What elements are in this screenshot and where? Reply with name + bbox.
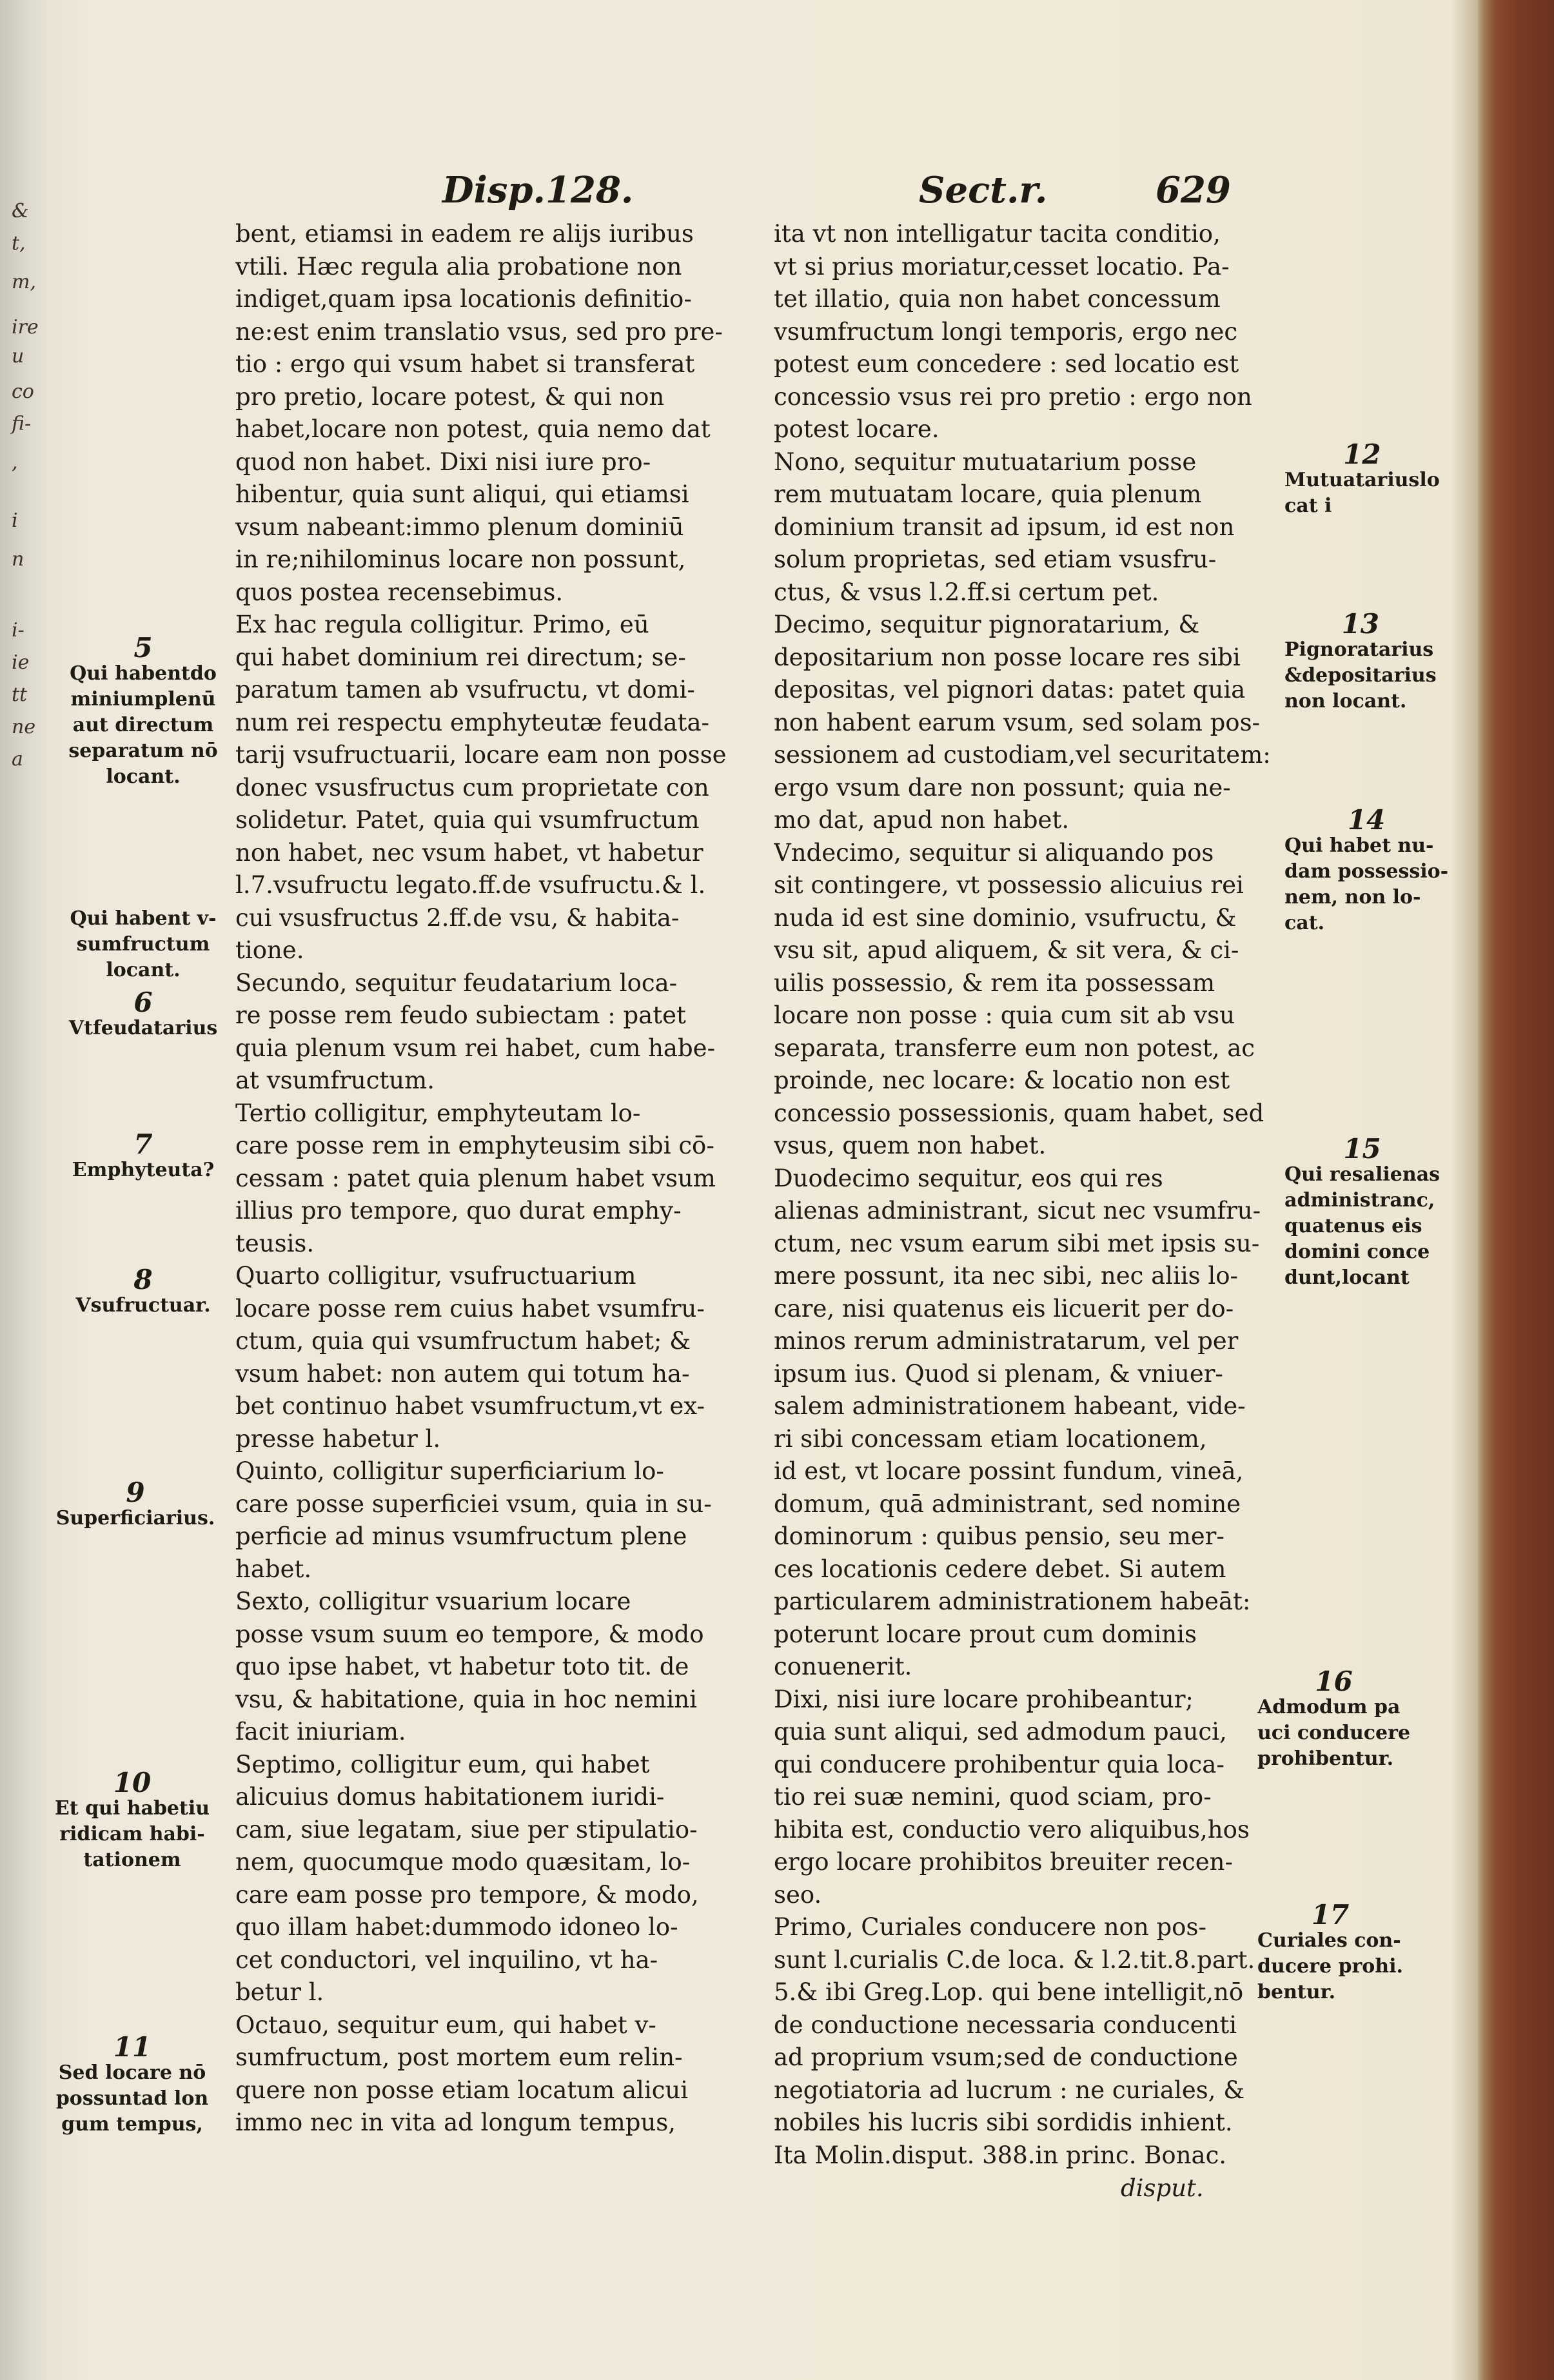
margin-note-text: Emphyteuta? <box>72 1159 215 1181</box>
margin-note <box>1284 438 1440 519</box>
margin-note-text: nem, non lo- <box>1284 886 1421 909</box>
text-line: uilis possessio, & rem ita possessam <box>774 969 1215 997</box>
previous-page-fragment: & <box>12 200 29 222</box>
text-line: sessionem ad custodiam,vel securitatem: <box>774 741 1271 769</box>
text-line: at vsumfructum. <box>235 1067 435 1094</box>
margin-note-text: administranc, <box>1284 1189 1435 1212</box>
text-line: habet,locare non potest, quia nemo dat <box>235 415 711 443</box>
margin-note-text: Sed locare nō <box>58 2061 206 2084</box>
text-line: ergo vsum dare non possunt; quia ne- <box>774 773 1231 802</box>
margin-note <box>66 987 221 1041</box>
text-line: tione. <box>235 936 304 964</box>
margin-note-number: 14 <box>1347 804 1386 836</box>
text-line: Ex hac regula colligitur. Primo, eū <box>235 611 649 638</box>
previous-page-fragment: n <box>12 548 25 571</box>
text-line: qui conducere prohibentur quia loca- <box>774 1750 1225 1778</box>
text-line: particularem administrationem habeāt: <box>774 1588 1251 1615</box>
text-line: locare posse rem cuius habet vsumfru- <box>235 1294 705 1323</box>
margin-note <box>1284 1133 1441 1291</box>
text-line: id est, vt locare possint fundum, vineā, <box>774 1457 1244 1485</box>
text-line: solidetur. Patet, quia qui vsumfructum <box>235 806 700 834</box>
text-line: 5.& ibi Greg.Lop. qui bene intelligit,nō <box>774 1978 1244 2006</box>
previous-page-fragment: m, <box>12 271 36 293</box>
text-line: mo dat, apud non habet. <box>774 806 1070 834</box>
margin-note-text: locant. <box>106 959 181 981</box>
text-line: concessio vsus rei pro pretio : ergo non <box>774 382 1252 411</box>
text-line: l.7.vsufructu legato.ff.de vsufructu.& l. <box>235 871 706 899</box>
text-line: Nono, sequitur mutuatarium posse <box>774 447 1197 476</box>
margin-note-text: Et qui habetiu <box>54 1797 210 1820</box>
margin-note-text: possuntad lon <box>55 2087 209 2110</box>
margin-note-number: 8 <box>133 1264 153 1295</box>
text-line: non habet, nec vsum habet, vt habetur <box>235 838 703 867</box>
margin-note-number: 15 <box>1343 1133 1381 1165</box>
previous-page-fragment: t, <box>12 232 26 255</box>
text-line: pro pretio, locare potest, & qui non <box>235 382 665 411</box>
text-line: alicuius domus habitationem iuridi- <box>235 1783 665 1811</box>
text-line: illius pro tempore, quo durat emphy- <box>235 1197 682 1224</box>
text-line: cet conductori, vel inquilino, vt ha- <box>235 1945 658 1974</box>
margin-note-number: 17 <box>1311 1899 1350 1931</box>
text-line: care, nisi quatenus eis licuerit per do- <box>774 1294 1234 1323</box>
text-line: concessio possessionis, quam habet, sed <box>774 1099 1264 1127</box>
text-line: ctum, quia qui vsumfructum habet; & <box>235 1327 691 1355</box>
margin-note-text: domini conce <box>1284 1241 1430 1263</box>
text-line: conuenerit. <box>774 1653 912 1680</box>
text-line: solum proprietas, sed etiam vsusfru- <box>774 546 1217 573</box>
text-line: quo illam habet:dummodo idoneo lo- <box>235 1913 678 1941</box>
text-line: locare non posse : quia cum sit ab vsu <box>774 1001 1235 1029</box>
margin-note-number: 5 <box>133 632 153 664</box>
text-line: poterunt locare prout cum dominis <box>774 1620 1197 1648</box>
text-line: quos postea recensebimus. <box>235 578 564 606</box>
text-line: bet continuo habet vsumfructum,vt ex- <box>235 1392 705 1420</box>
text-line: tio rei suæ nemini, quod sciam, pro- <box>774 1783 1212 1811</box>
text-line: care posse rem in emphyteusim sibi cō- <box>235 1132 714 1159</box>
text-line: Duodecimo sequitur, eos qui res <box>774 1164 1163 1192</box>
margin-note-text: dunt,locant <box>1284 1266 1410 1289</box>
text-line: mere possunt, ita nec sibi, nec aliis lo- <box>774 1262 1239 1290</box>
previous-page-fragment: u <box>12 345 25 368</box>
previous-page-fragment: fi- <box>12 413 32 435</box>
margin-note <box>66 1264 221 1319</box>
text-line: quo ipse habet, vt habetur toto tit. de <box>235 1653 689 1680</box>
text-line: cam, siue legatam, siue per stipulatio- <box>235 1815 698 1844</box>
margin-note-text: miniumplenū <box>70 688 216 711</box>
margin-note-number: 7 <box>133 1128 153 1160</box>
text-line: presse habetur l. <box>235 1424 441 1453</box>
margin-note-text: Vsufructuar. <box>75 1294 211 1317</box>
text-line: sumfructum, post mortem eum relin- <box>235 2043 683 2071</box>
margin-note-text: non locant. <box>1284 690 1407 713</box>
text-line: quere non posse etiam locatum alicui <box>235 2076 689 2104</box>
previous-page-fragment: co <box>12 380 34 403</box>
text-line: care eam posse pro tempore, & modo, <box>235 1880 699 1909</box>
text-line: re posse rem feudo subiectam : patet <box>235 1001 686 1029</box>
text-line: ad proprium vsum;sed de conductione <box>774 2043 1238 2071</box>
text-line: Secundo, sequitur feudatarium loca- <box>235 969 678 997</box>
text-line: Primo, Curiales conducere non pos- <box>774 1913 1206 1941</box>
margin-note-text: prohibentur. <box>1257 1747 1394 1770</box>
text-line: indiget,quam ipsa locationis definitio- <box>235 285 692 313</box>
text-line: bent, etiamsi in eadem re alijs iuribus <box>235 220 694 248</box>
text-line: Quarto colligitur, vsufructuarium <box>235 1262 636 1290</box>
text-line: ita vt non intelligatur tacita conditio, <box>774 220 1221 248</box>
text-line: domum, quā administrant, sed nomine <box>774 1490 1241 1518</box>
text-line: depositas, vel pignori datas: patet quia <box>774 676 1246 703</box>
text-line: salem administrationem habeant, vide- <box>774 1392 1246 1420</box>
margin-note <box>66 632 221 790</box>
text-line: paratum tamen ab vsufructu, vt domi- <box>235 676 695 703</box>
page-number: 629 <box>1156 169 1231 211</box>
margin-note <box>45 2031 219 2138</box>
margin-note <box>1257 1899 1403 2005</box>
margin-note-text: dam possessio- <box>1284 860 1449 883</box>
margin-note <box>1284 804 1449 936</box>
margin-note-text: Superficiarius. <box>55 1507 215 1529</box>
running-head-left: Disp.128. <box>442 169 634 211</box>
text-line: cessam : patet quia plenum habet vsum <box>235 1164 716 1192</box>
text-line: seo. <box>774 1880 822 1909</box>
text-line: Quinto, colligitur superficiarium lo- <box>235 1457 664 1485</box>
margin-note-number: 6 <box>133 987 153 1018</box>
text-line: depositarium non posse locare res sibi <box>774 643 1241 671</box>
margin-note-number: 13 <box>1341 608 1380 640</box>
margin-note <box>45 1767 219 1873</box>
text-line: perficie ad minus vsumfructum plene <box>235 1522 687 1550</box>
text-line: vsus, quem non habet. <box>774 1132 1047 1159</box>
text-line: immo nec in vita ad longum tempus, <box>235 2109 676 2136</box>
left-text-column <box>235 218 759 2139</box>
text-line: minos rerum administratarum, vel per <box>774 1327 1239 1355</box>
text-line: posse vsum suum eo tempore, & modo <box>235 1620 704 1648</box>
margin-note <box>66 1128 221 1183</box>
margin-note-text: Qui resalienas <box>1284 1163 1441 1186</box>
text-line: Vndecimo, sequitur si aliquando pos <box>774 838 1214 867</box>
text-line: teusis. <box>235 1229 315 1257</box>
margin-note-number: 10 <box>113 1767 152 1798</box>
text-line: num rei respectu emphyteutæ feudata- <box>235 708 710 736</box>
margin-note-text: gum tempus, <box>61 2113 203 2136</box>
margin-note <box>52 1477 219 1531</box>
margin-note-number: 12 <box>1343 438 1381 470</box>
text-line: betur l. <box>235 1978 324 2006</box>
margin-note-number: 11 <box>113 2031 152 2063</box>
right-text-column <box>774 218 1284 2172</box>
text-line: ces locationis cedere debet. Si autem <box>774 1555 1226 1583</box>
text-line: nuda id est sine dominio, vsufructu, & <box>774 903 1237 932</box>
text-line: hibentur, quia sunt aliqui, qui etiamsi <box>235 480 689 508</box>
text-line: potest eum concedere : sed locatio est <box>774 350 1239 378</box>
margin-note-text: ducere prohi. <box>1257 1955 1403 1978</box>
text-line: dominorum : quibus pensio, seu mer- <box>774 1522 1225 1550</box>
margin-note-text: locant. <box>106 765 181 788</box>
text-line: qui habet dominium rei directum; se- <box>235 643 686 671</box>
margin-note <box>1257 1666 1411 1772</box>
previous-page-fragment: , <box>12 451 18 474</box>
margin-note-text: bentur. <box>1257 1981 1336 2003</box>
margin-note-text: Qui habentdo <box>70 662 217 685</box>
margin-note-text: cat. <box>1284 912 1325 934</box>
text-line: hibita est, conductio vero aliquibus,hos <box>774 1815 1250 1844</box>
text-line: habet. <box>235 1555 312 1583</box>
margin-note-text: cat i <box>1284 495 1332 517</box>
text-line: sunt l.curialis C.de loca. & l.2.tit.8.part. <box>774 1945 1255 1974</box>
text-line: vsumfructum longi temporis, ergo nec <box>774 317 1238 346</box>
book-cover-edge <box>1478 0 1554 2380</box>
text-line: alienas administrant, sicut nec vsumfru- <box>774 1197 1261 1224</box>
margin-note-text: separatum nō <box>68 740 218 762</box>
previous-page-fragment: i <box>12 509 18 532</box>
text-line: vsu, & habitatione, quia in hoc nemini <box>235 1685 697 1713</box>
margin-note-text: Qui habet nu- <box>1284 834 1434 857</box>
margin-note-text: tationem <box>83 1849 181 1871</box>
text-line: sit contingere, vt possessio alicuius rei <box>774 871 1244 899</box>
text-line: tio : ergo qui vsum habet si transferat <box>235 350 695 378</box>
text-line: Tertio colligitur, emphyteutam lo- <box>235 1099 641 1127</box>
text-line: quia plenum vsum rei habet, cum habe- <box>235 1034 716 1062</box>
text-line: ri sibi concessam etiam locationem, <box>774 1424 1207 1453</box>
margin-note-text: Curiales con- <box>1257 1929 1401 1952</box>
margin-note-text: Admodum pa <box>1257 1696 1401 1718</box>
text-line: dominium transit ad ipsum, id est non <box>774 513 1235 541</box>
text-line: in re;nihilominus locare non possunt, <box>235 546 686 573</box>
text-line: nem, quocumque modo quæsitam, lo- <box>235 1848 691 1876</box>
text-line: vtili. Hæc regula alia probatione non <box>235 252 682 280</box>
text-line: tet illatio, quia non habet concessum <box>774 285 1221 313</box>
text-line: cui vsusfructus 2.ff.de vsu, & habita- <box>235 903 680 932</box>
text-line: separata, transferre eum non potest, ac <box>774 1034 1255 1062</box>
margin-note-text: ridicam habi- <box>59 1823 205 1845</box>
text-line: ergo locare prohibitos breuiter recen- <box>774 1848 1233 1876</box>
text-line: potest locare. <box>774 415 939 443</box>
text-line: care posse superficiei vsum, quia in su- <box>235 1490 712 1518</box>
previous-page-fragment: ire <box>12 316 39 339</box>
text-line: vsu sit, apud aliquem, & sit vera, & ci- <box>774 936 1239 964</box>
margin-note-text: sumfructum <box>76 933 210 956</box>
text-line: donec vsusfructus cum proprietate con <box>235 773 709 802</box>
previous-page-fragment: a <box>12 748 23 771</box>
margin-note-text: Vtfeudatarius <box>68 1017 218 1039</box>
text-line: Decimo, sequitur pignoratarium, & <box>774 611 1200 638</box>
text-line: facit iniuriam. <box>235 1718 406 1746</box>
text-line: negotiatoria ad lucrum : ne curiales, & <box>774 2076 1245 2104</box>
catchword: disput. <box>1121 2174 1204 2202</box>
text-line: non habent earum vsum, sed solam pos- <box>774 708 1261 736</box>
text-line: quia sunt aliqui, sed admodum pauci, <box>774 1718 1227 1746</box>
text-line: Dixi, nisi iure locare prohibeantur; <box>774 1685 1194 1713</box>
previous-page-fragment: ne <box>12 716 36 738</box>
previous-page-fragment: tt <box>12 684 28 706</box>
text-line: quod non habet. Dixi nisi iure pro- <box>235 447 651 476</box>
margin-note <box>66 906 221 983</box>
text-line: ctus, & vsus l.2.ff.si certum pet. <box>774 578 1159 606</box>
previous-page-fragment: ie <box>12 651 30 674</box>
text-line: Ita Molin.disput. 388.in princ. Bonac. <box>774 2141 1227 2169</box>
margin-note-number: 9 <box>126 1477 145 1508</box>
margin-note-text: uci conducere <box>1257 1722 1411 1744</box>
running-head-center: Sect.r. <box>919 169 1048 211</box>
text-line: Septimo, colligitur eum, qui habet <box>235 1750 650 1778</box>
text-line: vsum habet: non autem qui totum ha- <box>235 1359 690 1388</box>
margin-note-text: quatenus eis <box>1284 1215 1422 1237</box>
margin-note-text: Qui habent v- <box>70 907 217 930</box>
text-line: vsum nabeant:immo plenum dominiū <box>235 513 684 541</box>
text-line: rem mutuatam locare, quia plenum <box>774 480 1202 508</box>
text-line: ne:est enim translatio vsus, sed pro pre- <box>235 317 723 346</box>
text-line: proinde, nec locare: & locatio non est <box>774 1067 1230 1094</box>
text-line: de conductione necessaria conducenti <box>774 2011 1237 2039</box>
margin-note <box>1284 608 1437 714</box>
margin-note-text: aut directum <box>72 714 214 736</box>
text-line: ipsum ius. Quod si plenam, & vniuer- <box>774 1359 1223 1388</box>
text-line: nobiles his lucris sibi sordidis inhient. <box>774 2109 1233 2136</box>
text-line: Sexto, colligitur vsuarium locare <box>235 1588 631 1615</box>
text-line: ctum, nec vsum earum sibi met ipsis su- <box>774 1229 1260 1257</box>
text-line: vt si prius moriatur,cesset locatio. Pa- <box>774 252 1230 280</box>
text-line: Octauo, sequitur eum, qui habet v- <box>235 2011 656 2039</box>
text-line: tarij vsufructuarii, locare eam non posse <box>235 741 727 769</box>
margin-note-number: 16 <box>1315 1666 1353 1697</box>
margin-note-text: &depositarius <box>1284 664 1437 687</box>
margin-note-text: Pignoratarius <box>1284 638 1434 661</box>
margin-note-text: Mutuatariuslo <box>1284 469 1440 491</box>
previous-page-fragment: i- <box>12 619 25 642</box>
